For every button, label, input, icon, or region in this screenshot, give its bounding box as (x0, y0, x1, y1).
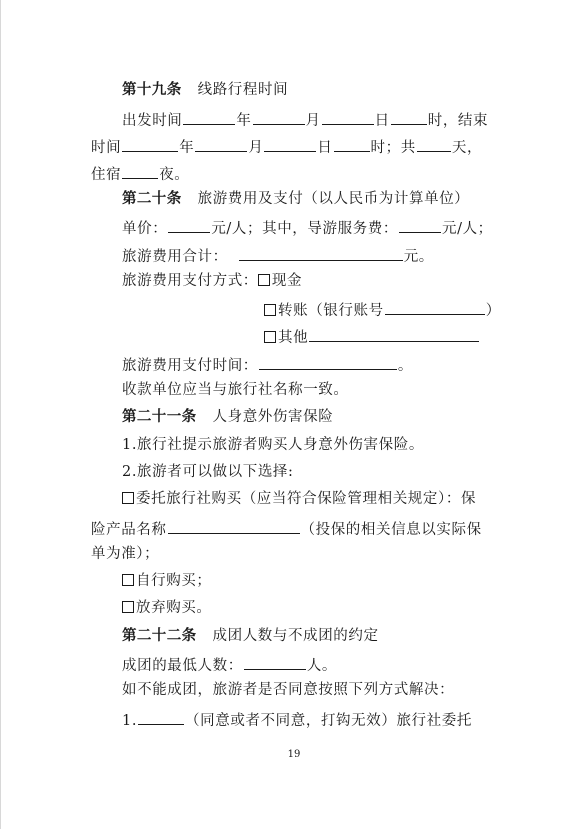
guide-fee-blank[interactable] (399, 216, 441, 233)
label: 委托旅行社购买（应当符合保险管理相关规定）：保 (136, 491, 477, 507)
label: 。 (397, 358, 414, 374)
accommodation-line (91, 162, 587, 182)
label: 1. (122, 713, 138, 729)
article-title: 线路行程时间 (197, 82, 289, 98)
label: 出发时间 (122, 113, 183, 129)
payment-time-line (122, 353, 587, 373)
no-group-option-1 (122, 708, 587, 728)
insurance-option-entrust (122, 489, 587, 509)
departure-time-line (122, 108, 587, 128)
year-blank[interactable] (122, 135, 178, 152)
label: 自行购买； (136, 573, 212, 589)
other-checkbox[interactable] (264, 331, 276, 343)
label: 旅游费用合计： (122, 249, 228, 265)
day-blank[interactable] (264, 135, 316, 152)
label: 成团的最低人数： (122, 658, 243, 674)
nights-blank[interactable] (122, 162, 158, 179)
month-blank[interactable] (253, 108, 305, 125)
article-19-heading (122, 80, 587, 100)
article-20-heading (122, 189, 587, 209)
label: 时；共 (370, 140, 416, 156)
page-number: 19 (287, 749, 301, 760)
insurance-option-self (122, 571, 587, 591)
total-fee-line (122, 244, 587, 264)
cash-checkbox[interactable] (258, 274, 270, 286)
label: 月 (305, 113, 321, 129)
label: 年 (236, 113, 252, 129)
label: 转账（银行账号 (278, 303, 384, 319)
min-people-blank[interactable] (244, 653, 306, 670)
self-purchase-checkbox[interactable] (122, 574, 134, 586)
label: 单为准）； (91, 546, 160, 562)
bank-account-blank[interactable] (385, 298, 485, 315)
label: 日 (374, 113, 390, 129)
day-blank[interactable] (322, 108, 374, 125)
article-title: 成团人数与不成团的约定 (212, 628, 379, 644)
transfer-checkbox[interactable] (264, 304, 276, 316)
label: 2.旅游者可以做以下选择: (122, 464, 294, 480)
label: （同意或者不同意，打钩无效）旅行社委托 (185, 713, 472, 729)
month-blank[interactable] (195, 135, 247, 152)
article-22-heading (122, 626, 587, 646)
label: ） (485, 303, 501, 319)
label: 现金 (271, 273, 303, 289)
label: 其他 (278, 330, 309, 346)
payee-note (122, 380, 587, 400)
article-title: 旅游费用及支付（以人民币为计算单位） (197, 191, 470, 207)
article-title: 人身意外伤害保险 (212, 409, 334, 425)
label: 单价： (122, 221, 168, 237)
label: 旅游费用支付方式： (122, 273, 258, 289)
insurance-option-waive (122, 598, 587, 618)
minimum-group-line (122, 653, 587, 673)
label: 旅游费用支付时间： (122, 358, 258, 374)
unit-price-blank[interactable] (168, 216, 210, 233)
insurance-item-1 (122, 435, 587, 455)
label: 时间 (91, 140, 122, 156)
label: 人。 (306, 658, 338, 674)
label: 夜。 (159, 167, 190, 183)
label: 险产品名称 (91, 522, 167, 538)
label: 天， (451, 140, 483, 156)
insurance-product-line (91, 517, 587, 537)
payment-method-line (122, 271, 587, 291)
no-group-intro (122, 680, 587, 700)
label: 如不能成团，旅游者是否同意按照下列方式解决： (122, 682, 455, 698)
payment-time-blank[interactable] (259, 353, 397, 370)
label: （投保的相关信息以实际保 (300, 522, 482, 538)
end-time-line (91, 135, 587, 155)
hour-blank[interactable] (391, 108, 427, 125)
article-number: 第二十一条 (122, 408, 197, 425)
article-number: 第十九条 (122, 81, 182, 98)
other-option-line (264, 325, 587, 345)
article-number: 第二十二条 (122, 627, 197, 644)
label: 元/人；其中，导游服务费： (211, 221, 398, 237)
transfer-option-line (264, 298, 587, 318)
article-number: 第二十条 (122, 190, 182, 207)
product-name-blank[interactable] (168, 517, 300, 534)
label: 年 (179, 140, 195, 156)
label: 1.旅行社提示旅游者购买人身意外伤害保险。 (122, 437, 424, 453)
article-21-heading (122, 407, 587, 427)
insurance-item-2 (122, 462, 587, 482)
hour-blank[interactable] (334, 135, 370, 152)
label: 日 (317, 140, 333, 156)
insurance-product-line-end (91, 544, 587, 564)
label: 月 (248, 140, 264, 156)
waive-checkbox[interactable] (122, 601, 134, 613)
label: 时，结束 (427, 113, 489, 129)
label: 元。 (403, 249, 434, 265)
year-blank[interactable] (183, 108, 235, 125)
label: 住宿 (91, 167, 122, 183)
label: 元/人； (442, 221, 493, 237)
total-fee-blank[interactable] (239, 244, 403, 261)
entrust-checkbox[interactable] (122, 492, 134, 504)
other-method-blank[interactable] (309, 325, 479, 342)
label: 放弃购买。 (136, 600, 212, 616)
label: 收款单位应当与旅行社名称一致。 (122, 382, 349, 398)
days-blank[interactable] (417, 135, 451, 152)
consent-blank[interactable] (138, 708, 184, 725)
unit-price-line (122, 216, 587, 236)
